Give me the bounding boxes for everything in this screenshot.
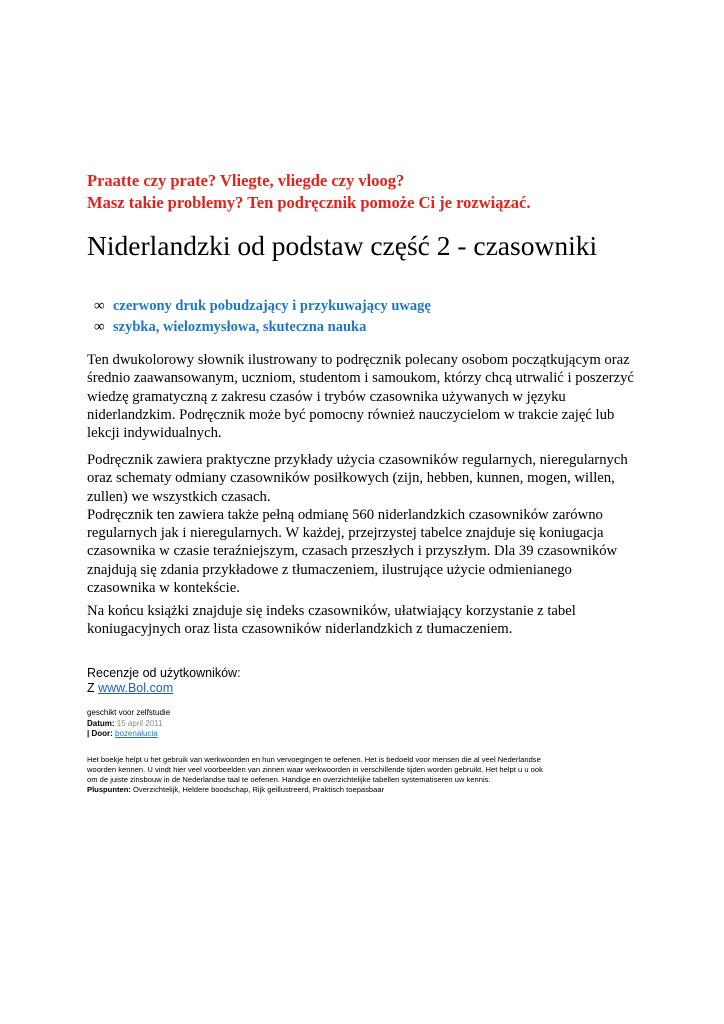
text-line: niderlandzkim. Podręcznik może być pomocny również nauczycielom w trakcie zajęć lub	[87, 406, 615, 423]
text-line: Het boekje helpt u het gebruik van werkwoorden en hun vervoegingen te oefenen. Het is bedoeld voor mensen die al veel Nederlandse	[87, 755, 541, 764]
review-body	[87, 755, 647, 795]
bol-com-link[interactable]: www.Bol.com	[98, 681, 174, 695]
text-line: czasownika w kontekście.	[87, 580, 240, 597]
text-line: znajdują się zdania przykładowe z tłumaczeniem, ilustrujące użycie odmienianego	[87, 561, 572, 578]
reviews-source	[87, 681, 687, 696]
text-line: czasownika w czasie teraźniejszym, czasach przeszłych i przyszłym. Dla 39 czasowników	[87, 543, 618, 560]
review-author	[87, 729, 687, 740]
list-item	[94, 296, 431, 317]
date-label: Datum:	[87, 718, 115, 728]
text-line: Na końcu książki znajduje się indeks czasowników, ułatwiający korzystanie z tabel	[87, 603, 576, 619]
pluspunten-value: Overzichtelijk, Heldere boodschap, Rijk geillustreerd, Praktisch toepasbaar	[133, 785, 385, 794]
review-title: geschikt voor zelfstudie	[87, 708, 171, 717]
feature-list	[94, 296, 431, 338]
date-value: 15 april 2011	[116, 718, 163, 728]
reviews-header	[87, 666, 687, 696]
text-line: koniugacyjnych oraz lista czasowników niderlandzkich z tłumaczeniem.	[87, 621, 513, 638]
infinity-bullet-icon: ∞	[94, 319, 105, 335]
text-line: lekcji indywidualnych.	[87, 425, 222, 442]
review-date	[87, 719, 687, 730]
page-title: Niderlandzki od podstaw część 2 - czasowniki	[87, 230, 598, 261]
text-line: wiedzę gramatyczną z zakresu czasów i trybów czasownika używanych w języku	[87, 388, 566, 405]
text-line: om de juiste zinsbouw in de Nederlandse taal te oefenen. Handige en overzichtelijke tabellen systematiseren uw kennis.	[87, 775, 491, 784]
description-paragraph-1	[87, 351, 647, 442]
list-item-label: szybka, wielozmysłowa, skuteczna nauka	[113, 319, 367, 335]
text-line: Ten dwukolorowy słownik ilustrowany to podręcznik polecany osobom początkującym oraz	[87, 352, 630, 368]
reviews-heading: Recenzje od użytkowników:	[87, 666, 241, 680]
text-line: oraz schematy odmiany czasowników posiłkowych (zijn, hebben, kunnen, mogen, willen,	[87, 470, 615, 487]
list-item	[94, 317, 431, 338]
text-line: Podręcznik ten zawiera także pełną odmianę 560 niderlandzkich czasowników zarówno	[87, 506, 603, 523]
infinity-bullet-icon: ∞	[94, 298, 105, 314]
intro-line-1: Praatte czy prate? Vliegte, vliegde czy vloog?	[87, 171, 405, 190]
pluspunten-line	[87, 785, 647, 795]
author-link[interactable]: bozenalucia	[115, 729, 158, 738]
text-line: woorden kennen. U vindt hier veel voorbeelden van zinnen waar werkwoorden in verschillende tijden worden gebruikt. Het helpt u u ook	[87, 765, 543, 774]
review-meta	[87, 708, 687, 740]
intro-line-2: Masz takie problemy? Ten podręcznik pomoże Ci je rozwiązać.	[87, 193, 531, 212]
text-line: średnio zaawansowanym, uczniom, studentom i samoukom, którzy chcą utrwalić i poszerzyć	[87, 370, 634, 387]
text-line: zullen) we wszystkich czasach.	[87, 488, 271, 505]
description-paragraph-3	[87, 602, 647, 639]
reviews-source-prefix: Z	[87, 681, 99, 695]
intro-questions	[87, 170, 687, 214]
description-paragraph-2	[87, 451, 647, 597]
text-line: regularnych jak i nieregularnych. W każdej, przejrzystej tabelce znajduje się koniugacja	[87, 525, 604, 542]
author-label: | Door:	[87, 729, 113, 738]
pluspunten-label: Pluspunten:	[87, 785, 131, 794]
text-line: Podręcznik zawiera praktyczne przykłady użycia czasowników regularnych, nieregularnych	[87, 452, 628, 468]
list-item-label: czerwony druk pobudzający i przykuwający uwagę	[113, 298, 431, 314]
